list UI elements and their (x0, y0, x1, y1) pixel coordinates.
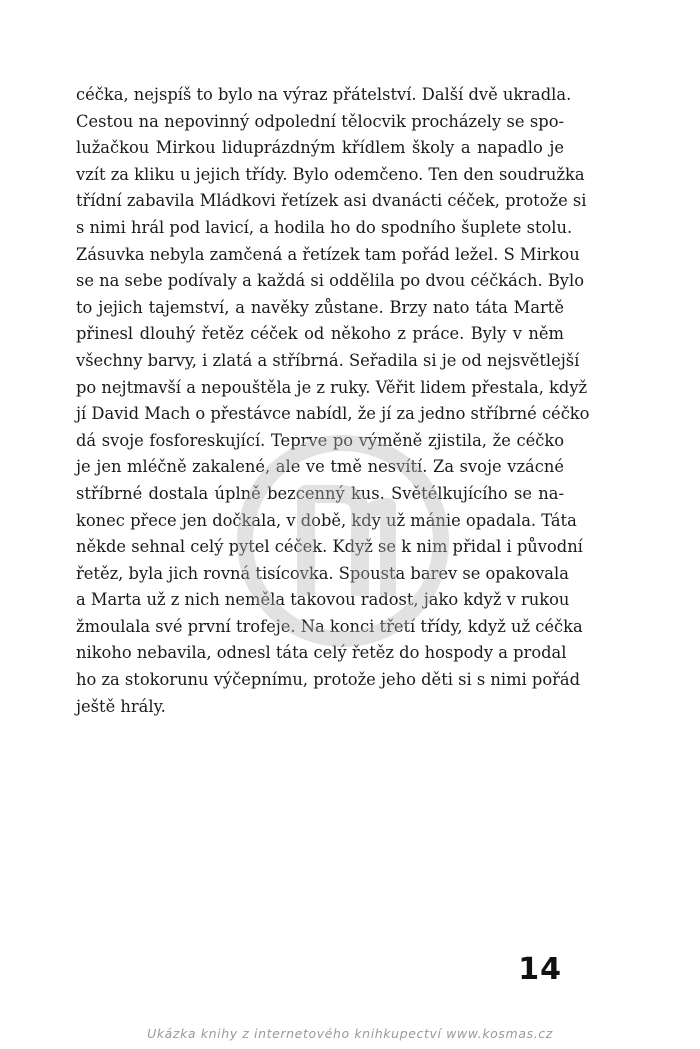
text-line: je jen mléčně zakalené, ale ve tmě nesvítí. Za svoje vzácné (76, 457, 564, 477)
text-line: konec přece jen dočkala, v době, kdy už mánie opadala. Táta (76, 510, 577, 530)
text-line: někde sehnal celý pytel céček. Když se k nim přidal i původní (76, 537, 583, 557)
text-line: dá svoje fosforeskující. Teprve po výměně zjistila, že céčko (76, 430, 564, 450)
text-line: stříbrné dostala úplně bezcenný kus. Světélkujícího se na- (76, 483, 564, 503)
text-line: přinesl dlouhý řetěz céček od někoho z práce. Byly v něm (76, 324, 564, 344)
text-line: a Marta už z nich neměla takovou radost, jako když v rukou (76, 590, 570, 610)
text-line: po nejtmavší a nepouštěla je z ruky. Věřit lidem přestala, když (76, 377, 588, 397)
text-line: Cestou na nepovinný odpolední tělocvik procházely se spo- (76, 111, 564, 131)
text-line: všechny barvy, i zlatá a stříbrná. Seřadila si je od nejsvětlejší (76, 350, 580, 370)
text-line: nikoho nebavila, odnesl táta celý řetěz do hospody a prodal (76, 643, 567, 663)
text-line: třídní zabavila Mládkovi řetízek asi dvanácti céček, protože si (76, 191, 587, 211)
text-line: Zásuvka nebyla zamčená a řetízek tam pořád ležel. S Mirkou (76, 244, 580, 264)
text-line: ho za stokorunu výčepnímu, protože jeho děti si s nimi pořád (76, 670, 581, 690)
text-line: jí David Mach o přestávce nabídl, že jí za jedno stříbrné céčko (76, 404, 590, 424)
page-number: 14 (518, 952, 562, 987)
text-line: lužačkou Mirkou liduprázdným křídlem školy a napadlo je (76, 138, 564, 158)
text-line: žmoulala své první trofeje. Na konci třetí třídy, když už céčka (76, 616, 583, 636)
text-line: s nimi hrál pod lavicí, a hodila ho do spodního šuplete stolu. (76, 217, 573, 237)
text-line: vzít za kliku u jejich třídy. Bylo odemčeno. Ten den soudružka (76, 164, 585, 184)
text-line: se na sebe podívaly a každá si oddělila po dvou céčkách. Bylo (76, 271, 585, 291)
text-line: to jejich tajemství, a navěky zůstane. Brzy nato táta Martě (76, 297, 564, 317)
text-line: řetěz, byla jich rovná tisícovka. Spousta barev se opakovala (76, 563, 569, 583)
body-text (76, 82, 590, 720)
footer-note: Ukázka knihy z internetového knihkupectví www.kosmas.cz (147, 1026, 553, 1041)
text-line: ještě hrály. (76, 696, 166, 716)
text-line: céčka, nejspíš to bylo na výraz přátelství. Další dvě ukradla. (76, 85, 572, 104)
